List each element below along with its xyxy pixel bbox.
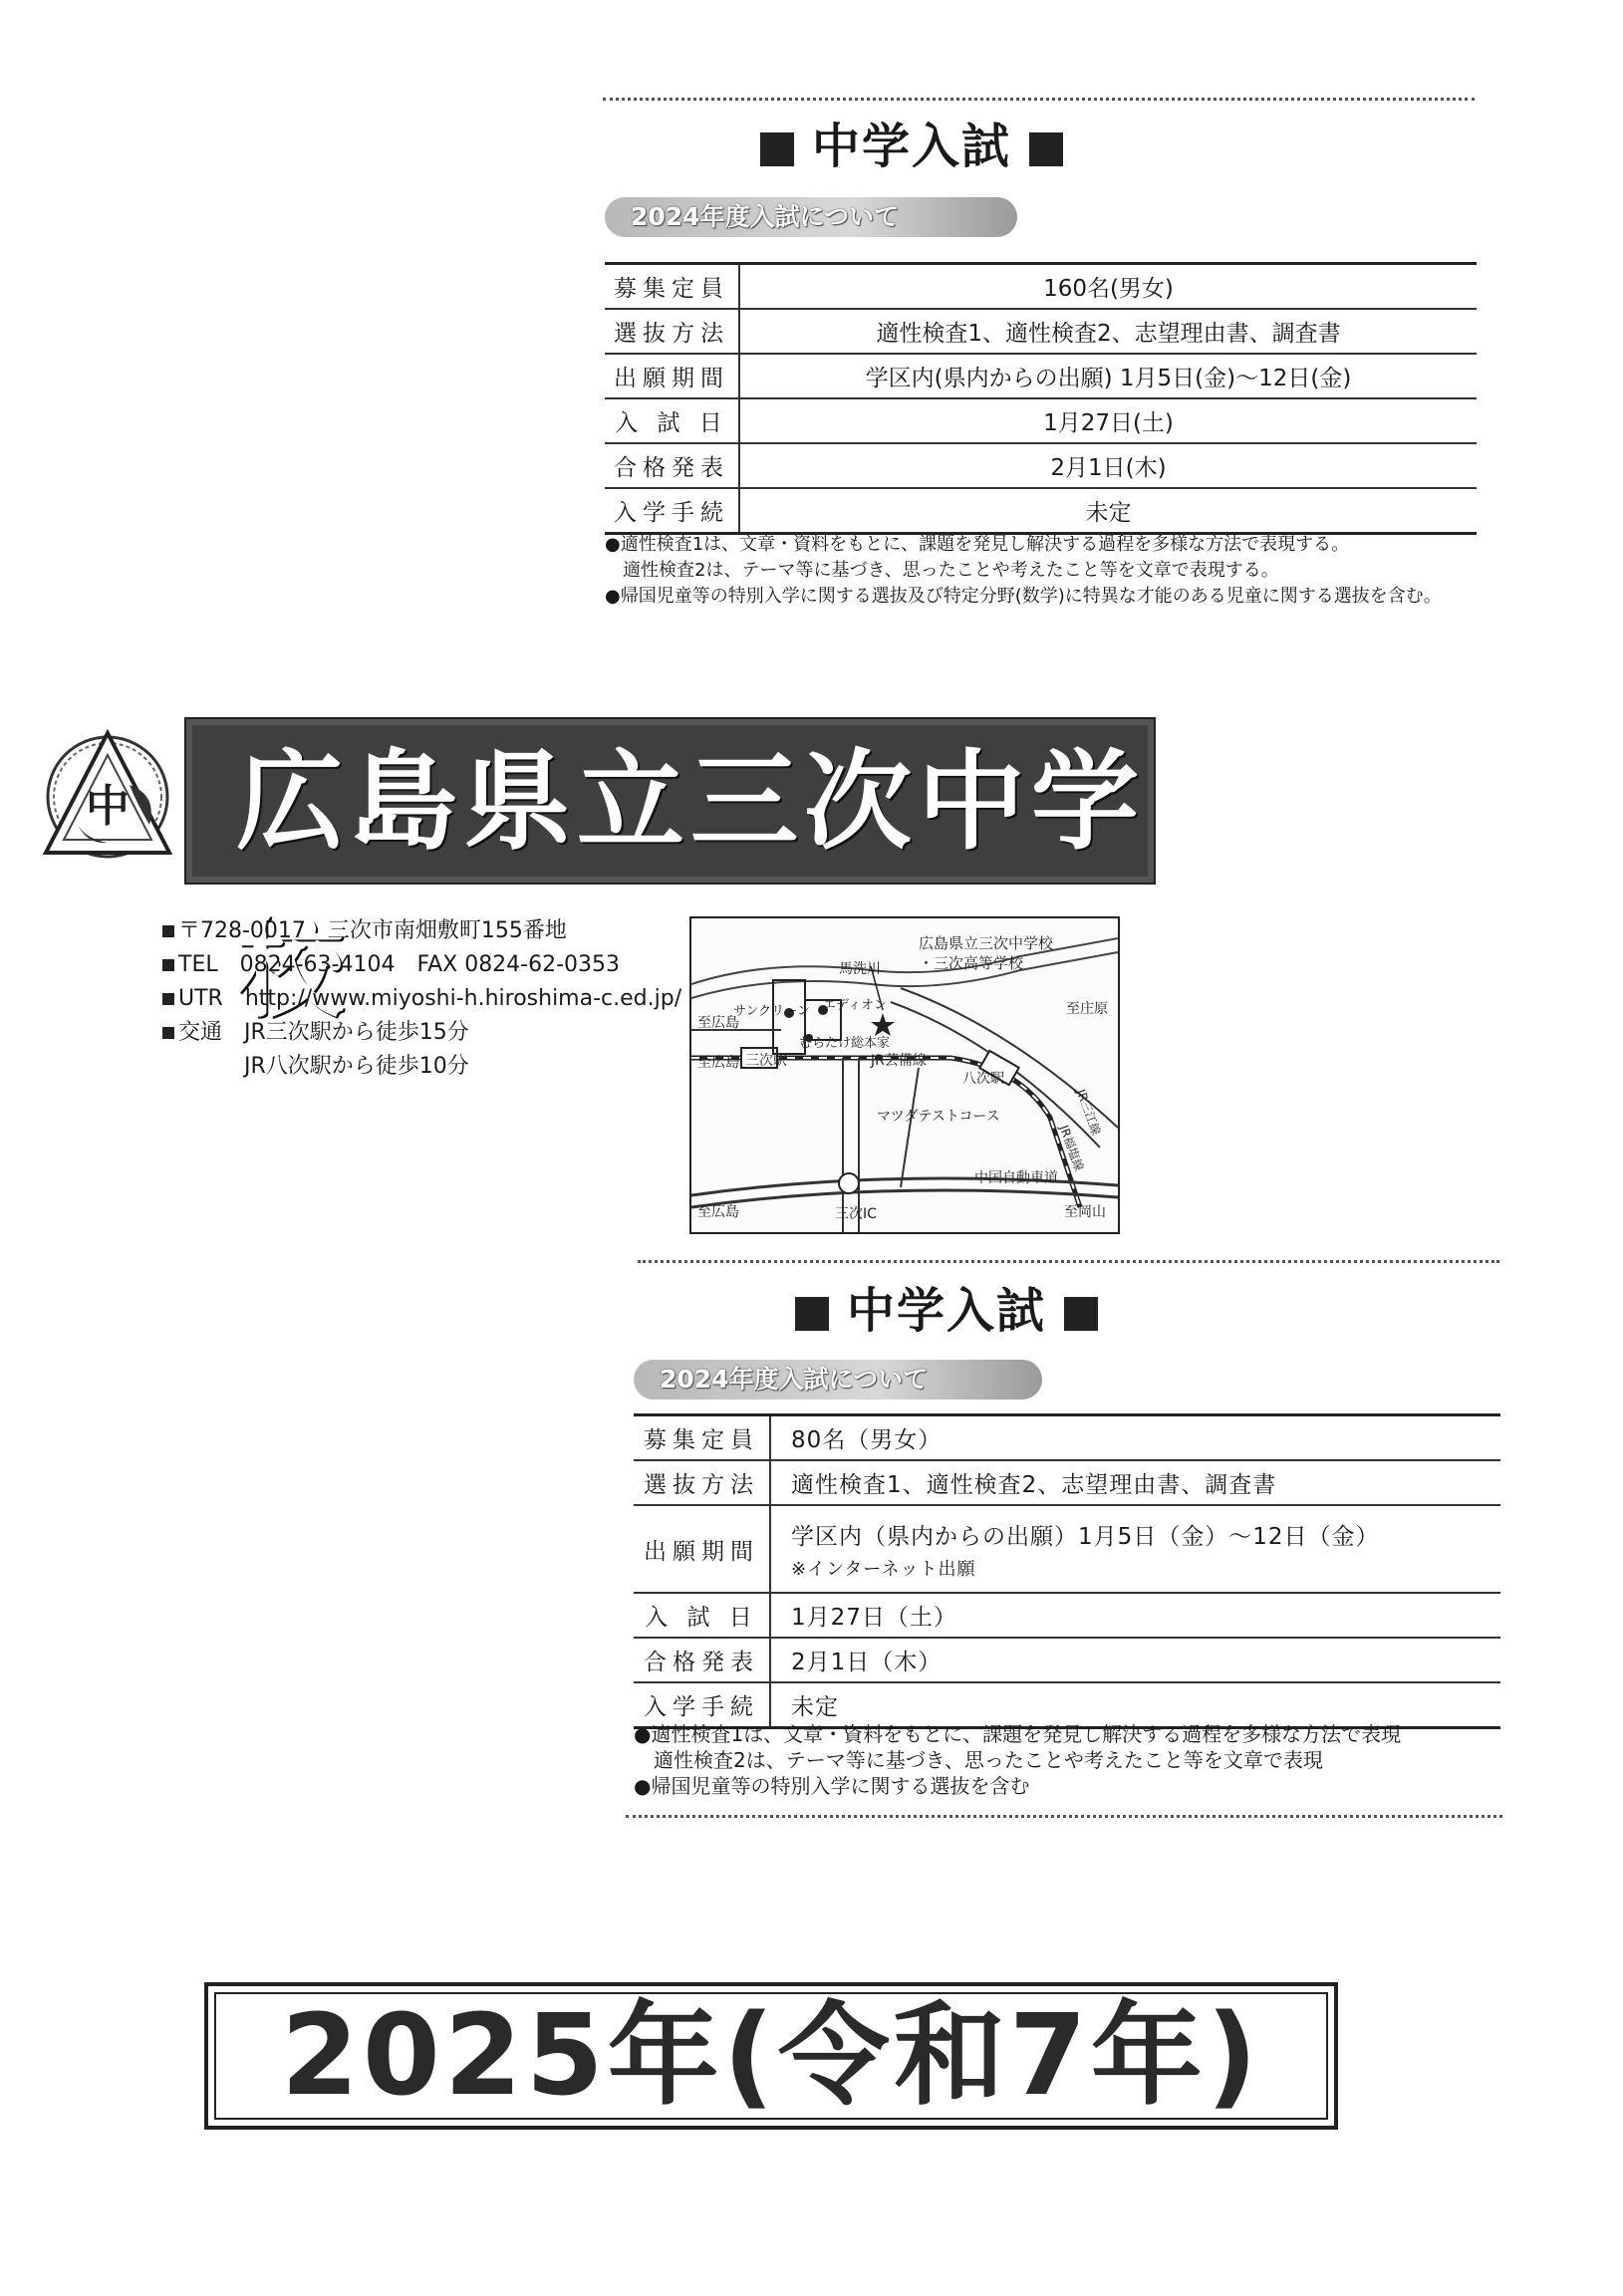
table-row: 入 試 日 1月27日（土） <box>634 1593 1500 1638</box>
school-name-banner: 広島県立三次中学校 <box>184 717 1156 885</box>
table-row: 選抜方法 適性検査1、適性検査2、志望理由書、調査書 <box>605 309 1477 354</box>
table-row: 選抜方法 適性検査1、適性検査2、志望理由書、調査書 <box>634 1460 1500 1505</box>
bullet-icon <box>162 1027 174 1039</box>
school-url[interactable]: UTR http://www.miyoshi-h.hiroshima-c.ed.jp/ <box>178 986 682 1011</box>
section1-title: 中学入試 <box>603 108 1220 176</box>
school-emblem <box>38 725 177 865</box>
table-row: 入学手続 未定 <box>634 1682 1500 1728</box>
table-row: 出願期間 学区内(県内からの出願) 1月5日(金)～12日(金) <box>605 354 1477 398</box>
section2-notes: ●適性検査1は、文章・資料をもとに、課題を発見し解決する過程を多様な方法で表現 適性検査2は、テーマ等に基づき、思ったことや考えたこと等を文章で表現 ●帰国児童等の特別入学に関する選抜を含む <box>634 1722 1402 1798</box>
dotted-divider-middle <box>638 1260 1499 1263</box>
square-bullet-icon <box>1029 132 1063 166</box>
table-row: 合格発表 2月1日(木) <box>605 443 1477 488</box>
table-row: 合格発表 2月1日（木） <box>634 1638 1500 1682</box>
dotted-divider-bottom <box>626 1815 1502 1818</box>
square-bullet-icon <box>1064 1297 1098 1331</box>
dotted-divider-top <box>603 98 1475 101</box>
bullet-icon <box>162 925 174 937</box>
table-row: 入 試 日 1月27日(土) <box>605 398 1477 443</box>
section2-badge: 2024年度入試について <box>634 1360 1042 1400</box>
emblem-icon <box>38 725 177 865</box>
bullet-icon <box>162 959 174 971</box>
section1-badge: 2024年度入試について <box>605 197 1017 237</box>
access-map: 広島県立三次中学校 ・三次高等学校 馬洗川 サンクリーン エディオン むらたけ総本家 至庄原 至広島 至広島 三次駅 JR芸備線 八次駅 マツダテストコース JR三江線 JR福塩線 中国自動車道 至広島 三次IC 至岡山 <box>689 916 1120 1234</box>
year-banner: 2025年(令和7年) <box>204 1982 1338 2130</box>
svg-text:中: 中 <box>86 781 130 832</box>
section1-table <box>605 262 1477 535</box>
table-row: 募集定員 80名（男女） <box>634 1415 1500 1461</box>
section2-table <box>634 1413 1500 1729</box>
table-row: 入学手続 未定 <box>605 488 1477 534</box>
section1-notes: ●適性検査1は、文章・資料をもとに、課題を発見し解決する過程を多様な方法で表現する。 適性検査2は、テーマ等に基づき、思ったことや考えたこと等を文章で表現する。 ●帰国児童等の特別入学に関する選抜及び特定分野(数学)に特異な才能のある児童に関する選抜を含む。 <box>605 534 1442 607</box>
bullet-icon <box>162 993 174 1005</box>
square-bullet-icon <box>795 1297 829 1331</box>
school-contact: 〒728-0017 三次市南畑敷町155番地 TEL 0824-63-4104 FAX 0824-62-0353 UTR http://www.miyoshi-h.hiroshima-c.ed.jp/ 交通 JR三次駅から徒歩15分 JR八次駅から徒歩10分 <box>162 914 681 1084</box>
square-bullet-icon <box>760 132 794 166</box>
section2-title: 中学入試 <box>638 1272 1255 1341</box>
table-row: 募集定員 160名(男女) <box>605 264 1477 310</box>
table-row: 出願期間 学区内（県内からの出願）1月5日（金）～12日（金） ※インターネット出願 <box>634 1505 1500 1593</box>
